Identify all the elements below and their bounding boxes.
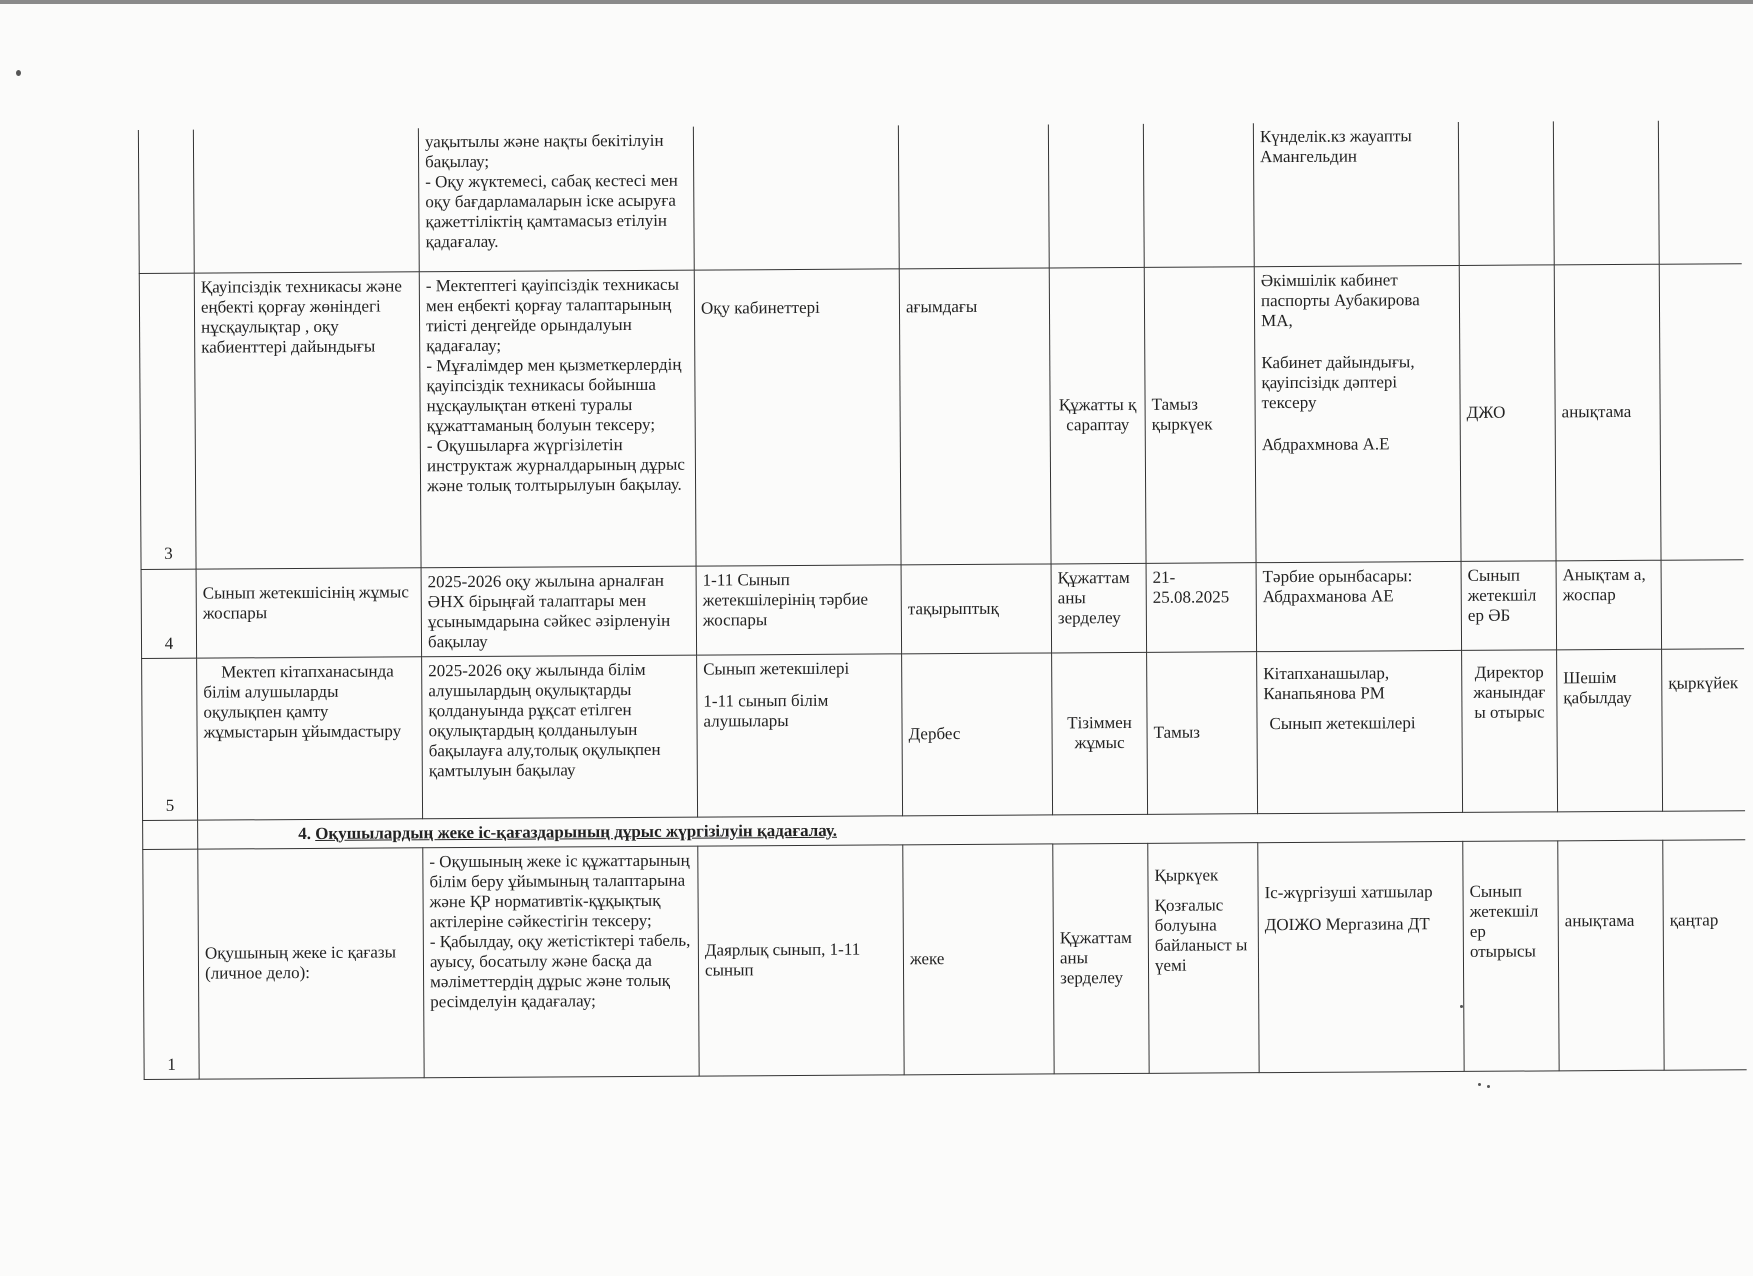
control-method: Құжатты қ сараптау [1049,267,1146,564]
control-extra [1658,120,1741,264]
responsible-line: Кітапханашылар, Канапьянова РМ [1263,663,1390,703]
control-result [1553,121,1659,265]
control-method: Құжаттам аны зерделеу [1051,563,1147,653]
control-content: - Оқушының жеке іс құжаттарының білім беру ұйымының талаптарына және ҚР нормативтік-құқықтық актілеріне сәйкестігін тексеру; - Қабылдау, оқу жетістіктері табель, ауысу, босатылу және басқа да мәліметтердің дұрыс және толық ресімделуін қадағалау; [423,846,699,1078]
responsible-line: Іс-жүргізуші хатшылар [1264,881,1433,902]
section-number: 4. [298,823,311,843]
control-result: Анықтам а, жоспар [1556,560,1662,650]
control-term [1143,123,1254,267]
control-object: 1-11 Сынып жетекшілерінің тәрбие жоспары [696,564,902,654]
control-method: Құжаттам аны зерделеу [1053,843,1149,1074]
responsible-line: Әкімшілік кабинет паспорты Аубакирова МА, [1260,269,1420,330]
control-type: ағымдағы [899,267,1051,564]
row-number: 1 [143,849,199,1079]
control-responsible [1258,841,1464,1072]
term-line: Қозғалыс болуына байланыст ы үемі [1154,895,1248,975]
control-result: Шешім қабылдау [1557,649,1663,812]
table-row [139,263,1743,569]
control-type: тақырыптық [901,563,1052,653]
control-object: Оқу кабинеттері [694,268,901,565]
control-content: 2025-2026 оқу жылына арналған ӘНХ бірыңғай талаптары мен ұсынымдарына сәйкес әзірленуін бақылау [421,566,697,657]
responsible-line: Кабинет дайындығы, қауіпсізідк дәптері тексеру [1261,351,1415,412]
control-result: анықтама [1554,264,1661,561]
control-place: Сынып жетекшіл ер отырысы [1463,841,1559,1072]
row-number: 4 [141,569,197,659]
term-line: Қыркүек [1154,865,1219,885]
control-result: анықтама [1558,840,1664,1071]
control-method [1048,124,1144,268]
object-line: Сынып жетекшілері [703,658,850,679]
control-content: 2025-2026 оқу жылында білім алушылардың оқулықтарды қолдануында рұқсат етілген оқулықтардың қолданылуын бақылауға алу,толық оқулықпен қамтылуын бақылау [422,655,698,819]
control-place: ДЖО [1459,264,1556,561]
control-place [1458,121,1554,265]
row-number [143,820,198,849]
control-term: Тамыз қыркүек [1144,266,1256,563]
control-type: Дербес [902,653,1053,816]
control-object [693,125,899,269]
control-extra: қыркүйек [1662,648,1745,810]
row-number: 3 [139,273,196,569]
control-place: Директор жанындағ ы отырыс [1462,650,1558,813]
control-extra [1661,559,1744,649]
control-responsible: Күнделік.кз жауапты Амангельдин [1253,122,1459,266]
control-responsible [1257,650,1463,813]
control-term: Тамыз [1147,651,1258,814]
control-topic: Сынып жетекшісінің жұмыс жоспары [196,567,422,658]
control-type: жеке [903,844,1054,1075]
control-term [1148,842,1259,1073]
control-extra: қаңтар [1663,839,1747,1069]
control-method: Тізіммен жұмыс [1052,652,1148,815]
control-content: - Мектептегі қауіпсіздік техникасы мен еңбекті қорғау талаптарының тиісті деңгейде орындалуын қадағалау; - Мұғалімдер мен қызметкерлердің қауіпсіздік техникасы бойынша нұсқаулықтан өткені туралы құжаттаманың болуын тексеру; - Оқушыларға жүргізілетін инструктаж журналдарының дұрыс және толық толтырылуын бақылау. [419,270,696,568]
control-term: 21-25.08.2025 [1146,562,1257,652]
control-responsible: Тәрбие орынбасары: Абдрахманова АЕ [1256,561,1462,651]
table-row [142,648,1745,820]
responsible-line: ДОІЖО Мергазина ДТ [1264,913,1430,934]
control-object [697,654,903,817]
responsible-line: Абдрахмнова А.Е [1261,434,1390,454]
row-number [138,130,194,273]
control-topic: Қауіпсіздік техникасы және еңбекті қорғау жөніндегі нұсқаулықтар , оқу кабиенттері дайындығы [194,271,421,568]
object-line: 1-11 сынып білім алушылары [703,690,829,731]
table-row [143,839,1747,1079]
control-responsible [1254,265,1461,562]
table-row [141,559,1744,658]
control-extra [1659,263,1743,559]
control-object: Даярлық сынып, 1-11 сынып [698,845,904,1076]
row-number: 5 [142,658,198,820]
table-row [138,120,1741,273]
control-type [898,124,1049,268]
control-place: Сынып жетекшіл ер ӘБ [1461,560,1557,650]
responsible-line: Сынып жетекшілері [1269,713,1416,733]
control-topic [193,128,419,272]
control-topic: Мектеп кітапханасында білім алушыларды оқулықпен қамту жұмыстарын ұйымдастыру [197,656,423,819]
control-plan-table [138,120,1747,1080]
section-heading: Оқушылардың жеке іс-қағаздарының дұрыс жүргізілуін қадағалау. [315,820,837,843]
control-topic: Оқушының жеке іс қағазы (личное дело): [198,848,424,1079]
control-content: уақытылы және нақты бекітілуін бақылау; - Оқу жүктемесі, сабақ кестесі мен оқу бағдарламаларын іске асыруға қажеттіліктің қамтамасыз етілуін қадағалау. [418,127,694,272]
